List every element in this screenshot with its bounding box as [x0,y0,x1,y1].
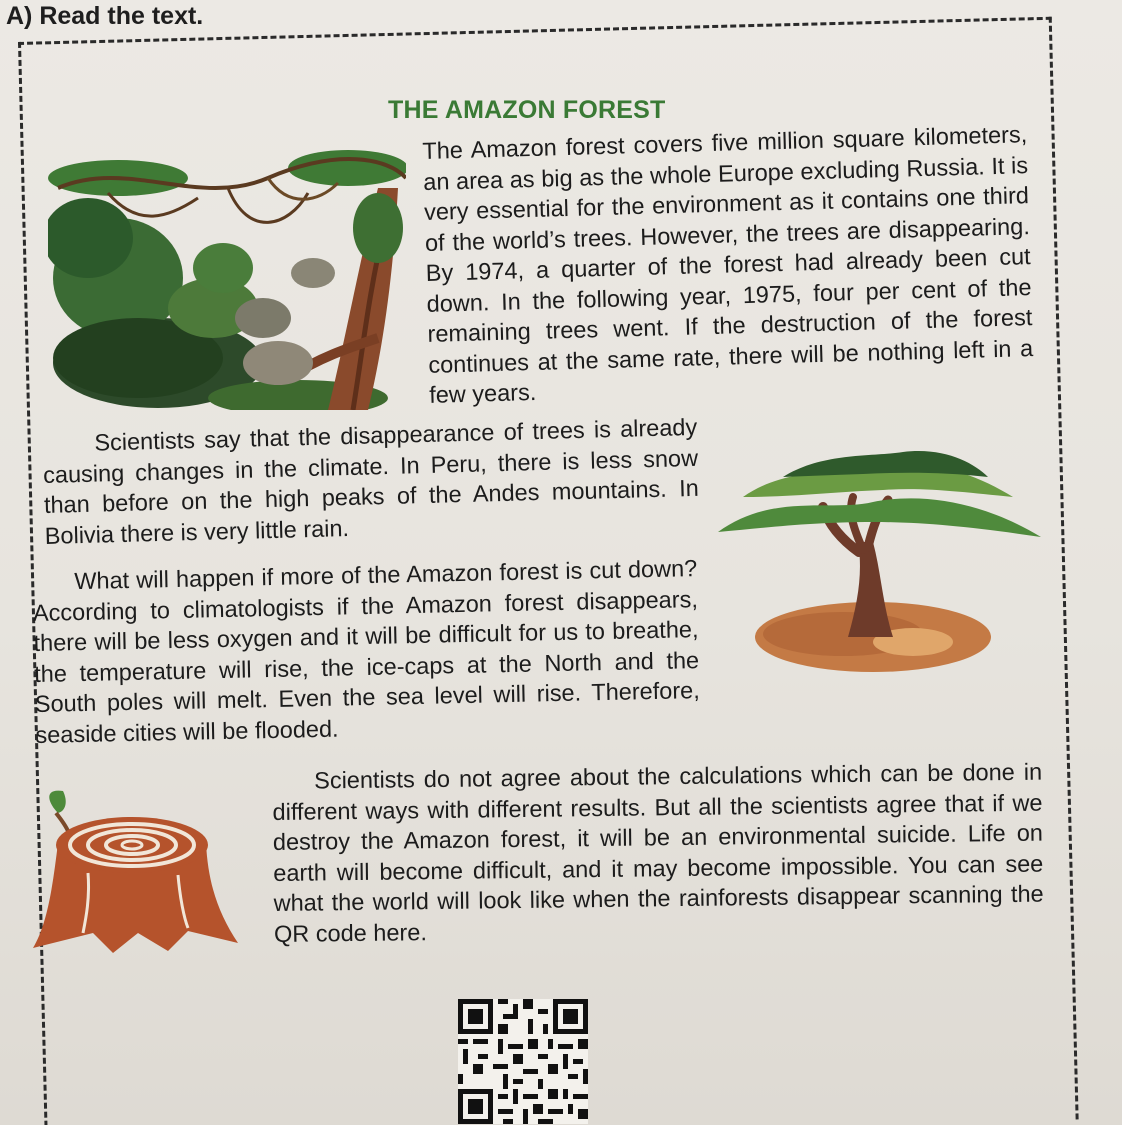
article-title: THE AMAZON FOREST [388,96,666,124]
paragraph-1: The Amazon forest covers five million square kilometers, an area as big as the whole Europe excluding Russia. It is very essential for the environment as it contains one third of the world’s trees. However, the trees are disappearing. By 1974, a quarter of the forest had already been cut down. In the following year, 1975, four per cent of the remaining trees went. If the destruction of the forest continues at the same rate, there will be nothing left in a few years. [422,121,1034,408]
instruction-heading: A) Read the text. [6,2,204,30]
qr-code-icon[interactable] [458,998,588,1125]
paragraph-3: What will happen if more of the Amazon forest is cut down? According to climatologists if the Amazon forest disappears, there will be less oxygen and it will be difficult for us to breathe, the temperature will rise, the ice-caps at the North and the South poles will melt. Even the sea level will rise. Therefore, seaside cities will be flooded. [32,555,700,748]
paragraph-4: Scientists do not agree about the calculations which can be done in different ways with different results. But all the scientists agree that if we destroy the Amazon forest, it will be an environmental suicide. Life on earth will become difficult, and it may become impossible. You can see what the world will look like when the rainforests disappear scanning the QR code here. [272,758,1044,947]
jungle-illustration [48,148,406,410]
tree-stump-icon [28,783,243,955]
paragraph-2: Scientists say that the disappearance of trees is already causing changes in the climate. In Peru, there is less snow than before on the high peaks of the Andes mountains. In Bolivia there is very little rain. [42,413,700,549]
tree-illustration [713,442,1043,678]
